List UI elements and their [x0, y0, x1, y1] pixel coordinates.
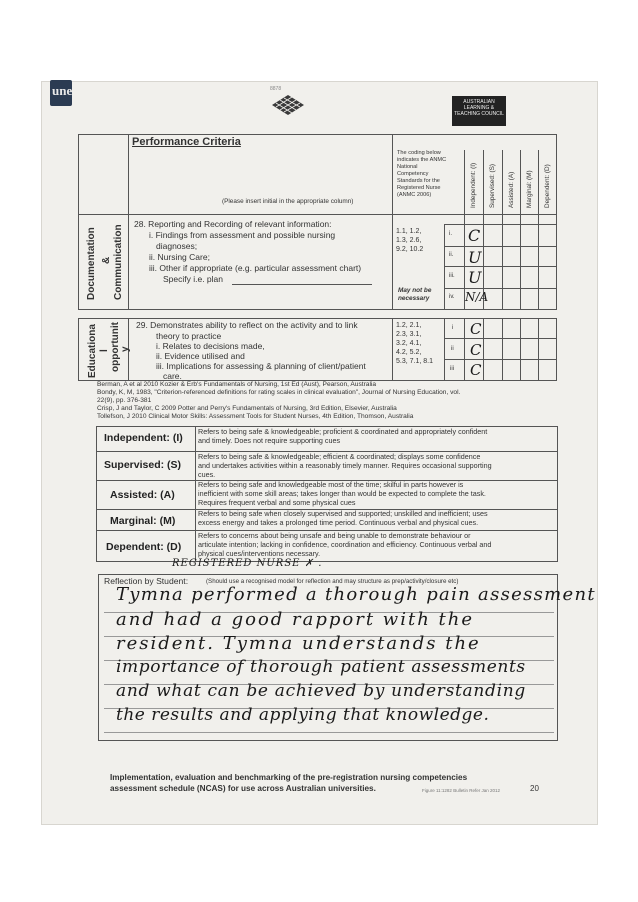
item-28-heading: 28. Reporting and Recording of relevant information: [134, 219, 332, 229]
coding-note-6: (ANMC 2006) [397, 192, 432, 198]
coding-note-3: Competency [397, 171, 429, 177]
numeral-29-ii: ii [451, 346, 454, 352]
numeral-29-iii: iii [450, 366, 454, 372]
reference-1: Bondy, K, M, 1983, "Criterion-referenced definitions for rating scales in clinical evaluation", Journal of Nursing Education, vol. [97, 389, 461, 396]
codes-29-2: 3.2, 4.1, [396, 340, 422, 347]
mark-29-i: C [470, 320, 482, 338]
section-ampersand: & [101, 256, 112, 264]
center-logo: 8878 [268, 86, 308, 116]
column-assisted: Assisted: (A) [508, 171, 515, 208]
column-independent: Independent: (I) [470, 162, 477, 208]
reflection-line-2: and had a good rapport with the [116, 609, 474, 630]
item-28-iii: iii. Other if appropriate (e.g. particular assessment chart) [149, 263, 362, 273]
scale-label-marginal: Marginal: (M) [110, 515, 176, 527]
coding-note-1: indicates the ANMC [397, 157, 447, 163]
may-not-1: necessary [398, 295, 430, 302]
codes-28-1: 1.3, 2.6, [396, 237, 422, 244]
section-communication: Communication [113, 224, 124, 300]
instruction-text: (Please insert initial in the appropriate column) [222, 198, 354, 205]
section-educationa: Educationa [87, 324, 98, 378]
item-29-heading: 29. Demonstrates ability to reflect on the activity and to link [136, 320, 358, 330]
item-29-i: i. Relates to decisions made, [156, 341, 265, 351]
item-28-i: i. Findings from assessment and possible nursing [149, 230, 336, 240]
footer-line-2: assessment schedule (NCAS) for use across Australian universities. [110, 784, 376, 793]
writing-line [104, 732, 554, 733]
column-marginal: Marginal: (M) [526, 170, 533, 208]
item-28-specify: Specify i.e. plan [163, 274, 224, 284]
scale-desc-marginal-1: excess energy and takes a prolonged time period. Continuous verbal and physical cues. [198, 518, 479, 527]
scale-label-assisted: Assisted: (A) [110, 489, 175, 501]
section-documentation: Documentation [86, 227, 97, 300]
item-28-i-cont: diagnoses; [156, 241, 198, 251]
reflection-note: (Should use a recognised model for reflection and may structure as prep/activity/closure etc) [206, 578, 459, 585]
scale-desc-supervised-0: Refers to being safe & knowledgeable; efficient & coordinated; displays some confidence [198, 452, 481, 461]
codes-29-0: 1.2, 2.1, [396, 322, 422, 329]
altc-logo: AUSTRALIAN LEARNING & TEACHING COUNCIL [452, 96, 506, 126]
numeral-28-iv: iv. [449, 294, 455, 300]
handwritten-registered-nurse: REGISTERED NURSE ✗ . [172, 558, 323, 569]
codes-29-4: 5.3, 7.1, 8.1 [396, 358, 433, 365]
item-29-care: care. [163, 371, 182, 381]
mark-28-ii: U [468, 248, 482, 267]
codes-28-2: 9.2, 10.2 [396, 246, 424, 253]
reflection-line-1: Tymna performed a thorough pain assessment [116, 584, 596, 605]
mark-28-i: C [468, 226, 481, 245]
codes-29-1: 2.3, 3.1, [396, 331, 422, 338]
reference-2: 22(9), pp. 376-381 [97, 397, 152, 404]
scale-desc-assisted-2: Requires frequent verbal and some physical cues [198, 498, 356, 507]
performance-criteria-title: Performance Criteria [132, 136, 241, 148]
numeral-28-i: i. [449, 231, 452, 237]
diamond-logo-icon [268, 92, 308, 118]
codes-28-0: 1.1, 1.2, [396, 228, 422, 235]
may-not-0: May not be [398, 287, 432, 294]
scale-label-supervised: Supervised: (S) [104, 459, 182, 471]
reflection-line-4: importance of thorough patient assessments [116, 657, 526, 677]
item-29-theory: theory to practice [156, 331, 222, 341]
scale-desc-independent-1: and timely. Does not require supporting cues [198, 436, 341, 445]
scale-desc-supervised-2: cues. [198, 470, 216, 479]
section-y: y [120, 346, 131, 352]
scale-label-dependent: Dependent: (D) [106, 541, 182, 553]
numeral-28-ii: ii. [449, 252, 454, 258]
scale-desc-supervised-1: and undertakes activities within a reasonably timely manner. Requires occasional supporting [198, 461, 492, 470]
scale-desc-assisted-0: Refers to being safe and knowledgeable most of the time; skilful in parts however is [198, 480, 464, 489]
reference-4: Tollefson, J 2010 Clinical Motor Skills: Assessment Tools for Student Nurses, 4th Edition, Thomson, Australia [97, 413, 414, 420]
item-29-ii: ii. Evidence utilised and [156, 351, 245, 361]
section-l: l [99, 349, 110, 352]
scale-desc-independent-0: Refers to being safe & knowledgeable; proficient & coordinated and appropriately confident [198, 427, 488, 436]
mark-28-iii: U [468, 268, 482, 287]
coding-note-0: The coding below [397, 150, 441, 156]
coding-note-2: National [397, 164, 418, 170]
item-29-iii: iii. Implications for assessing & planning of client/patient [156, 361, 366, 371]
scale-desc-dependent-1: articulate intention; lacking in confidence, coordination and efficiency. Continuous verbal and [198, 540, 492, 549]
reference-0: Berman, A et al 2010 Kozier & Erb's Fundamentals of Nursing, 1st Ed (Aust), Pearson, Australia [97, 381, 377, 388]
une-logo: une [50, 80, 112, 110]
reflection-line-6: the results and applying that knowledge. [116, 705, 490, 725]
footer-line-1: Implementation, evaluation and benchmarking of the pre-registration nursing competencies [110, 773, 468, 782]
reference-3: Crisp, J and Taylor, C 2009 Potter and Perry's Fundamentals of Nursing, 3rd Edition, Elsevier, Australia [97, 405, 397, 412]
coding-note-4: Standards for the [397, 178, 440, 184]
reflection-line-5: and what can be achieved by understanding [116, 681, 526, 701]
scale-desc-dependent-2: physical cues/interventions necessary. [198, 549, 321, 558]
reflection-label: Reflection by Student: [104, 576, 189, 586]
reflection-line-3: resident. Tymna understands the [116, 633, 481, 654]
scale-desc-marginal-0: Refers to being safe when closely supervised and supported; unskilled and inefficient; uses [198, 509, 488, 518]
numeral-28-iii: iii. [449, 273, 455, 279]
numeral-29-i: i [452, 325, 454, 331]
coding-note-5: Registered Nurse [397, 185, 441, 191]
column-dependent: Dependent: (D) [544, 164, 551, 208]
mark-29-iii: C [470, 361, 482, 379]
item-28-ii: ii. Nursing Care; [149, 252, 210, 262]
mark-29-ii: C [470, 341, 482, 359]
section-opportunit: opportunit [110, 322, 121, 372]
scale-desc-dependent-0: Refers to concerns about being unsafe and being unable to demonstrate behaviour or [198, 531, 471, 540]
codes-29-3: 4.2, 5.2, [396, 349, 422, 356]
column-supervised: Supervised: (S) [489, 163, 496, 208]
specify-line [232, 284, 372, 285]
mark-28-iv: N/A [465, 290, 489, 304]
scale-label-independent: Independent: (I) [104, 432, 183, 444]
scale-desc-assisted-1: inefficient with some skill areas; takes longer than would be expected to complete the task. [198, 489, 486, 498]
page-number: 20 [530, 784, 539, 793]
footer-small-print: Figure 11:1282 Bulletin Refer Jan 2012 [422, 788, 500, 793]
